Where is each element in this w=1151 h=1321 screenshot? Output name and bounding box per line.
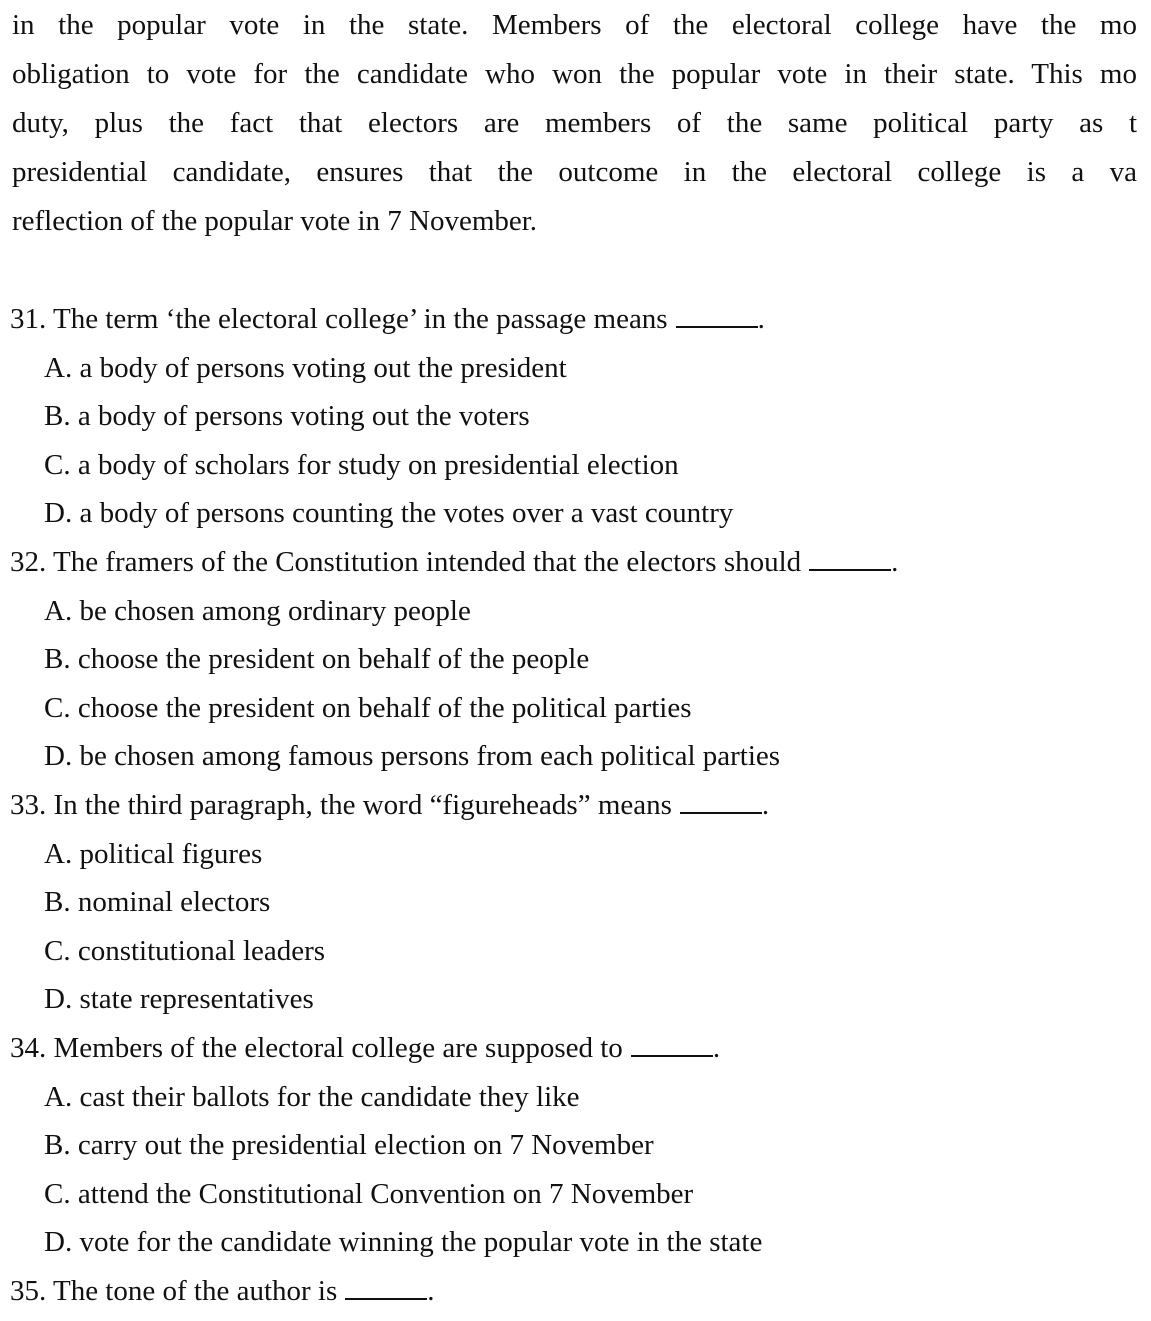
question-stem xyxy=(10,541,1140,590)
option-b: B. choose the president on behalf of the people xyxy=(44,643,590,676)
question-33 xyxy=(10,784,1140,1027)
option-c: C. constitutional leaders xyxy=(44,934,326,967)
question-stem-text: 33. In the third paragraph, the word “figureheads” means xyxy=(10,788,672,821)
question-35 xyxy=(10,1270,1140,1319)
option-b: B. nominal electors xyxy=(44,886,271,919)
option-b: B. a body of persons voting out the voters xyxy=(44,400,530,433)
question-34 xyxy=(10,1027,1140,1270)
answer-blank xyxy=(676,304,758,328)
blank-period: . xyxy=(427,1274,435,1307)
blank-period: . xyxy=(712,1031,721,1064)
option-d: D. state representatives xyxy=(44,983,314,1016)
blank-period: . xyxy=(891,545,899,578)
option-c: C. choose the president on behalf of the political parties xyxy=(44,691,692,724)
passage-line: duty, plus the fact that electors are members of the same political party as t xyxy=(12,107,1137,139)
option-a: A. a body of persons voting out the president xyxy=(44,351,567,384)
option-c: C. attend the Constitutional Convention on 7 November xyxy=(44,1177,694,1210)
option-a: A. political figures xyxy=(44,837,263,870)
question-stem-text: 32. The framers of the Constitution intended that the electors should xyxy=(10,545,802,578)
passage-line: presidential candidate, ensures that the outcome in the electoral college is a va xyxy=(12,156,1137,188)
option-d: D. vote for the candidate winning the popular vote in the state xyxy=(44,1226,763,1259)
answer-blank xyxy=(345,1276,427,1300)
passage-line: reflection of the popular vote in 7 November. xyxy=(12,205,538,237)
option-c: C. a body of scholars for study on presidential election xyxy=(44,448,679,481)
blank-period: . xyxy=(757,303,765,335)
option-d: D. a body of persons counting the votes over a vast country xyxy=(44,497,734,530)
question-stem-text: 35. The tone of the author is xyxy=(10,1274,338,1307)
question-stem xyxy=(10,298,1140,347)
question-stem-text: 34. Members of the electoral college are supposed to xyxy=(10,1031,623,1064)
option-d: D. be chosen among famous persons from each political parties xyxy=(44,740,781,773)
question-31 xyxy=(10,298,1140,541)
question-stem xyxy=(10,784,1140,833)
question-stem-text: 31. The term ‘the electoral college’ in the passage means xyxy=(10,303,668,335)
answer-blank xyxy=(631,1033,713,1057)
option-a: A. cast their ballots for the candidate they like xyxy=(44,1080,580,1113)
question-32 xyxy=(10,541,1140,784)
question-stem xyxy=(10,1027,1140,1076)
question-stem xyxy=(10,1270,1140,1319)
answer-blank xyxy=(809,547,891,571)
answer-blank xyxy=(680,790,762,814)
option-b: B. carry out the presidential election on 7 November xyxy=(44,1129,654,1162)
blank-period: . xyxy=(761,788,770,821)
question-list xyxy=(10,298,1140,1318)
passage-text xyxy=(12,4,1137,249)
option-a: A. be chosen among ordinary people xyxy=(44,594,471,627)
passage-line: obligation to vote for the candidate who won the popular vote in their state. This mo xyxy=(12,58,1137,90)
passage-line: in the popular vote in the state. Members of the electoral college have the mo xyxy=(12,9,1137,41)
